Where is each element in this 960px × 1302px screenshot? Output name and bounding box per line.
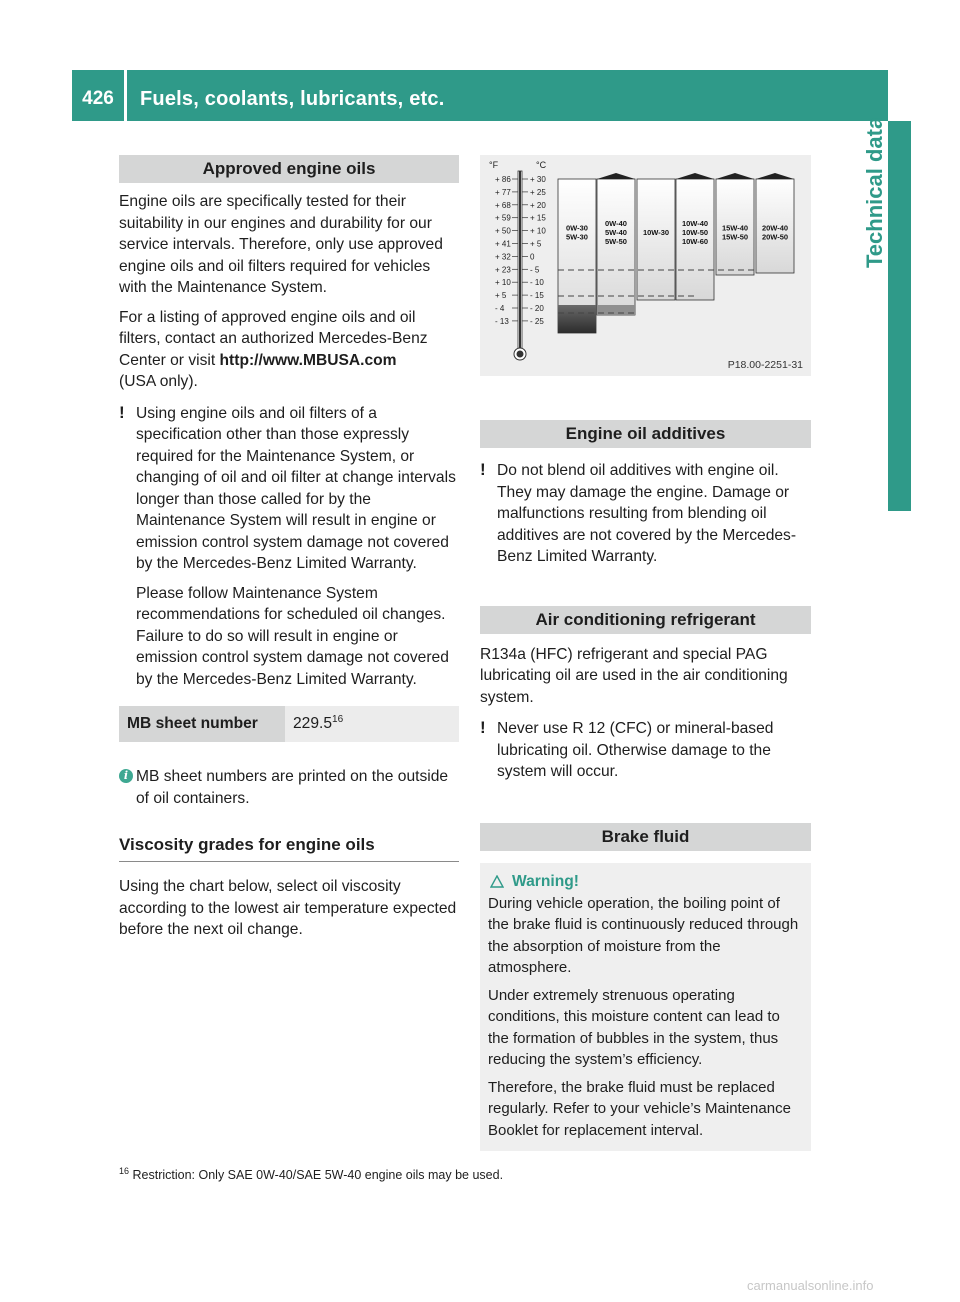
- viscosity-paragraph: Using the chart below, select oil viscosity according to the lowest air temperature expected before the next oil change.: [119, 878, 457, 938]
- grade-label: 10W-60: [681, 237, 709, 246]
- ac-paragraph: R134a (HFC) refrigerant and special PAG lubricating oil are used in the air conditioning system.: [480, 645, 788, 706]
- warning-title: [488, 873, 803, 891]
- caution-note-additives: [480, 460, 811, 568]
- grade-label: 5W-30: [566, 232, 588, 242]
- celsius-tick-label: + 20: [530, 200, 546, 210]
- footnote-number: 16: [119, 1166, 130, 1176]
- grade-label: 10W-50: [681, 228, 709, 237]
- fahrenheit-tick-label: - 4: [495, 304, 505, 313]
- grade-bar-cold-region: [558, 305, 596, 333]
- celsius-tick-label: + 30: [530, 175, 546, 184]
- fahrenheit-tick-label: + 77: [495, 187, 511, 197]
- grade-arrow-top: [756, 173, 794, 179]
- warning-title-text: Warning!: [512, 872, 579, 890]
- brake-warning-p3: Therefore, the brake fluid must be replaced regularly. Refer to your vehicle’s Maintenance Booklet for replacement interval.: [488, 1078, 791, 1139]
- viscosity-chart: [480, 155, 811, 376]
- footnote-ref: 16: [332, 714, 344, 726]
- grade-label: 20W-40: [761, 223, 789, 233]
- caution-icon: !: [119, 402, 125, 422]
- viscosity-heading: Viscosity grades for engine oils: [119, 835, 459, 862]
- table-row: [119, 706, 459, 742]
- fahrenheit-tick-label: + 41: [495, 239, 511, 249]
- section-heading-brake: Brake fluid: [480, 823, 811, 851]
- fahrenheit-tick-label: + 50: [495, 226, 511, 236]
- unit-f: °F: [489, 160, 499, 170]
- celsius-tick-label: - 5: [530, 265, 540, 275]
- caution-note-ac: [480, 718, 811, 783]
- grade-label: 20W-50: [761, 232, 789, 242]
- caution-text-1: Using engine oils and oil filters of a specification other than those expressly required for the Maintenance System, or changing of oil and oil filter at change intervals longer than those called for by the Maintenance System will result in engine or emission control system damage not covered by the Mercedes-Benz Limited Warranty.: [136, 404, 456, 572]
- side-tab-label: Technical data: [862, 116, 887, 268]
- approved-paragraph-2-text: For a listing of approved engine oils and oil filters, contact an authorized Mercedes-Benz Center or visit: [119, 308, 428, 369]
- grade-bars: [558, 173, 794, 333]
- celsius-ticks: [522, 175, 546, 326]
- mbusa-link[interactable]: http://www.MBUSA.com: [219, 351, 397, 369]
- grade-bar: [637, 179, 675, 300]
- left-column: [119, 155, 459, 941]
- grade-label: 0W-40: [605, 219, 627, 228]
- side-tab: [888, 121, 911, 511]
- caution-icon: !: [480, 718, 486, 737]
- info-note: [119, 766, 459, 809]
- info-text: MB sheet numbers are printed on the outside of oil containers.: [136, 768, 449, 807]
- section-heading-approved-oils: Approved engine oils: [119, 155, 459, 183]
- caution-icon: !: [480, 460, 486, 479]
- celsius-tick-label: + 10: [530, 226, 546, 236]
- ac-caution-text: Never use R 12 (CFC) or mineral-based lubricating oil. Otherwise damage to the system will occur.: [497, 720, 774, 780]
- fahrenheit-tick-label: + 5: [495, 291, 507, 301]
- mb-sheet-value-cell: [285, 706, 459, 742]
- unit-c: °C: [536, 160, 547, 170]
- fahrenheit-tick-label: + 59: [495, 213, 511, 223]
- mb-sheet-label: MB sheet number: [119, 706, 285, 742]
- grade-label: 5W-40: [605, 228, 627, 237]
- approved-paragraph-1: Engine oils are specifically tested for their suitability in our engines and durability for our service intervals. Therefore, only use approved engine oils and oil filters required for vehicles with the Maintenance System.: [119, 193, 443, 296]
- thermometer-mercury: [519, 171, 521, 351]
- fahrenheit-tick-label: + 86: [495, 175, 511, 184]
- grade-label: 15W-40: [721, 223, 749, 233]
- fahrenheit-tick-label: + 23: [495, 265, 511, 275]
- fahrenheit-tick-label: + 68: [495, 200, 511, 210]
- celsius-tick-label: - 15: [530, 291, 544, 301]
- thermometer-bulb: [517, 351, 524, 358]
- additives-caution-text: Do not blend oil additives with engine oil. They may damage the engine. Damage or malfunctions resulting from blending oil additives are not covered by the Mercedes-Benz Limited Warranty.: [497, 462, 797, 565]
- celsius-tick-label: - 20: [530, 304, 544, 313]
- grade-label: 15W-50: [721, 232, 749, 242]
- figure-id-label: P18.00-2251-31: [727, 359, 803, 371]
- grade-arrow-top: [597, 173, 635, 179]
- footnote: [119, 1166, 503, 1182]
- celsius-tick-label: - 10: [530, 278, 544, 288]
- watermark: carmanualsonline.info: [747, 1278, 874, 1293]
- fahrenheit-tick-label: + 10: [495, 278, 511, 288]
- celsius-tick-label: + 5: [530, 239, 542, 249]
- mb-sheet-table: [119, 706, 459, 742]
- section-heading-additives: Engine oil additives: [480, 420, 811, 448]
- fahrenheit-tick-label: + 32: [495, 252, 511, 262]
- info-icon: i: [119, 769, 133, 783]
- caution-note-oils: [119, 403, 459, 691]
- grade-label: 0W-30: [566, 223, 588, 233]
- header-divider: [124, 70, 127, 121]
- page-number: 426: [82, 88, 114, 109]
- caution-text-2: Please follow Maintenance System recommendations for scheduled oil changes. Failure to do so will result in engine or emission control system damage not covered by the Mercedes-Benz Limited Warranty.: [136, 584, 449, 688]
- viscosity-chart-figure: [480, 155, 811, 376]
- grade-bar: [597, 179, 635, 315]
- grade-label: 10W-30: [642, 228, 670, 237]
- fahrenheit-tick-label: - 13: [495, 316, 509, 326]
- celsius-tick-label: + 25: [530, 187, 546, 197]
- warning-triangle-icon: [490, 875, 504, 888]
- celsius-tick-label: 0: [530, 252, 535, 262]
- celsius-tick-label: + 15: [530, 213, 546, 223]
- mb-sheet-value: 229.5: [293, 715, 333, 733]
- brake-warning-p1: During vehicle operation, the boiling point of the brake fluid is continuously reduced through the absorption of moisture from the atmosphere.: [488, 894, 799, 976]
- grade-arrow-top: [716, 173, 754, 179]
- grade-label: 10W-40: [681, 219, 709, 228]
- grade-arrow-top: [676, 173, 714, 179]
- approved-paragraph-2-suffix: (USA only).: [119, 373, 198, 390]
- brake-warning-box: [480, 863, 811, 1152]
- grade-label: 5W-50: [605, 237, 627, 246]
- section-heading-ac: Air conditioning refrigerant: [480, 606, 811, 634]
- fahrenheit-ticks: [495, 175, 518, 326]
- brake-warning-p2: Under extremely strenuous operating conditions, this moisture content can lead to the formation of bubbles in the system, thus reducing the system’s efficiency.: [488, 986, 780, 1068]
- footnote-text: Restriction: Only SAE 0W-40/SAE 5W-40 engine oils may be used.: [132, 1168, 504, 1183]
- right-column: [480, 155, 811, 1151]
- celsius-tick-label: - 25: [530, 316, 544, 326]
- page-title: Fuels, coolants, lubricants, etc.: [140, 88, 445, 110]
- approved-paragraph-2: [119, 307, 459, 393]
